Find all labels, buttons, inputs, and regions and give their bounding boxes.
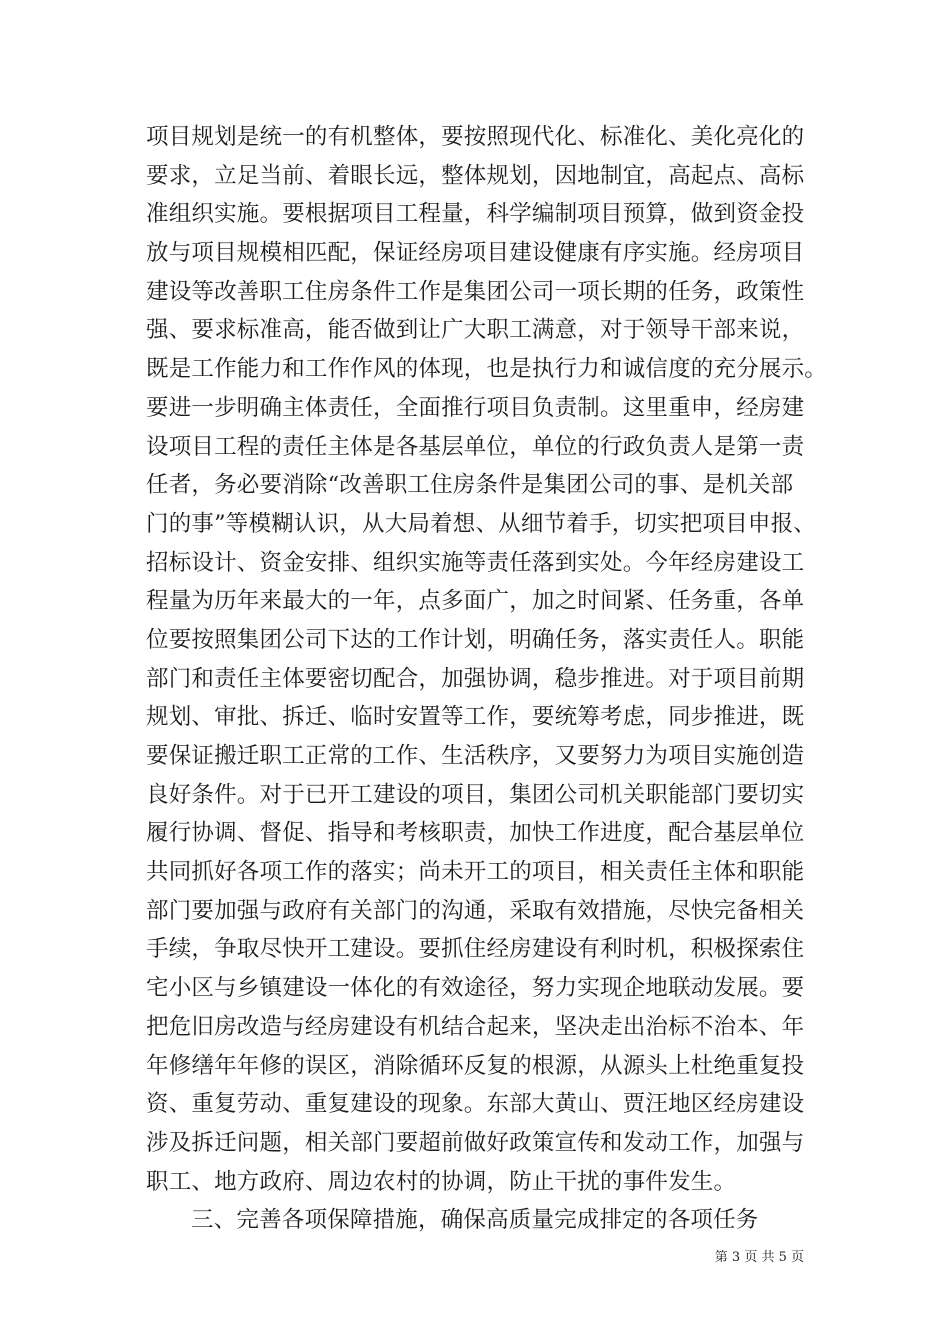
text-line: 设项目工程的责任主体是各基层单位，单位的行政负责人是第一责 — [146, 433, 805, 460]
text-line: 项目规划是统一的有机整体，要按照现代化、标准化、美化亮化的 — [146, 124, 805, 150]
text-line: 良好条件。对于已开工建设的项目，集团公司机关职能部门要切实 — [146, 781, 805, 808]
text-line: 建设等改善职工住房条件工作是集团公司一项长期的任务，政策性 — [146, 278, 805, 305]
text-line: 资、重复劳动、重复建设的现象。东部大黄山、贾汪地区经房建设 — [146, 1091, 805, 1118]
text-line: 规划、审批、拆迁、临时安置等工作，要统筹考虑，同步推进，既 — [146, 704, 805, 731]
text-line: 要保证搬迁职工正常的工作、生活秩序，又要努力为项目实施创造 — [146, 743, 805, 769]
text-line: 宅小区与乡镇建设一体化的有效途径，努力实现企地联动发展。要 — [146, 975, 805, 1002]
text-line: 要进一步明确主体责任，全面推行项目负责制。这里重申，经房建 — [146, 394, 805, 421]
text-line: 共同抓好各项工作的落实；尚未开工的项目，相关责任主体和职能 — [146, 859, 805, 886]
body-text — [146, 118, 826, 1240]
text-line: 把危旧房改造与经房建设有机结合起来，坚决走出治标不治本、年 — [146, 1013, 805, 1040]
text-line: 部门和责任主体要密切配合，加强协调，稳步推进。对于项目前期 — [146, 665, 805, 692]
text-line: 门的事”等模糊认识，从大局着想、从细节着手，切实把项目申报、 — [146, 510, 817, 537]
text-line: 程量为历年来最大的一年，点多面广，加之时间紧、任务重，各单 — [146, 588, 805, 615]
text-line: 涉及拆迁问题，相关部门要超前做好政策宣传和发动工作，加强与 — [146, 1129, 805, 1156]
section-heading: 三、完善各项保障措施，确保高质量完成排定的各项任务 — [191, 1207, 759, 1234]
text-line: 既是工作能力和工作作风的体现，也是执行力和诚信度的充分展示。 — [146, 356, 828, 383]
text-line: 强、要求标准高，能否做到让广大职工满意，对于领导干部来说， — [146, 317, 805, 344]
text-line: 放与项目规模相匹配，保证经房项目建设健康有序实施。经房项目 — [146, 240, 805, 267]
text-line: 手续，争取尽快开工建设。要抓住经房建设有利时机，积极探索住 — [146, 936, 805, 963]
page-number: 第 3 页 共 5 页 — [714, 1250, 804, 1265]
text-line: 任者，务必要消除“改善职工住房条件是集团公司的事、是机关部 — [146, 472, 794, 499]
text-line: 位要按照集团公司下达的工作计划，明确任务，落实责任人。职能 — [146, 626, 805, 653]
text-line: 招标设计、资金安排、组织实施等责任落到实处。今年经房建设工 — [146, 549, 805, 576]
text-line: 年修缮年年修的误区，消除循环反复的根源，从源头上杜绝重复投 — [146, 1052, 805, 1079]
text-line: 准组织实施。要根据项目工程量，科学编制项目预算，做到资金投 — [146, 201, 805, 228]
text-line: 职工、地方政府、周边农村的协调，防止干扰的事件发生。 — [146, 1168, 737, 1195]
text-line: 要求，立足当前、着眼长远，整体规划，因地制宜，高起点、高标 — [146, 162, 805, 189]
text-line: 部门要加强与政府有关部门的沟通，采取有效措施，尽快完备相关 — [146, 897, 805, 924]
text-line: 履行协调、督促、指导和考核职责，加快工作进度，配合基层单位 — [146, 820, 805, 847]
